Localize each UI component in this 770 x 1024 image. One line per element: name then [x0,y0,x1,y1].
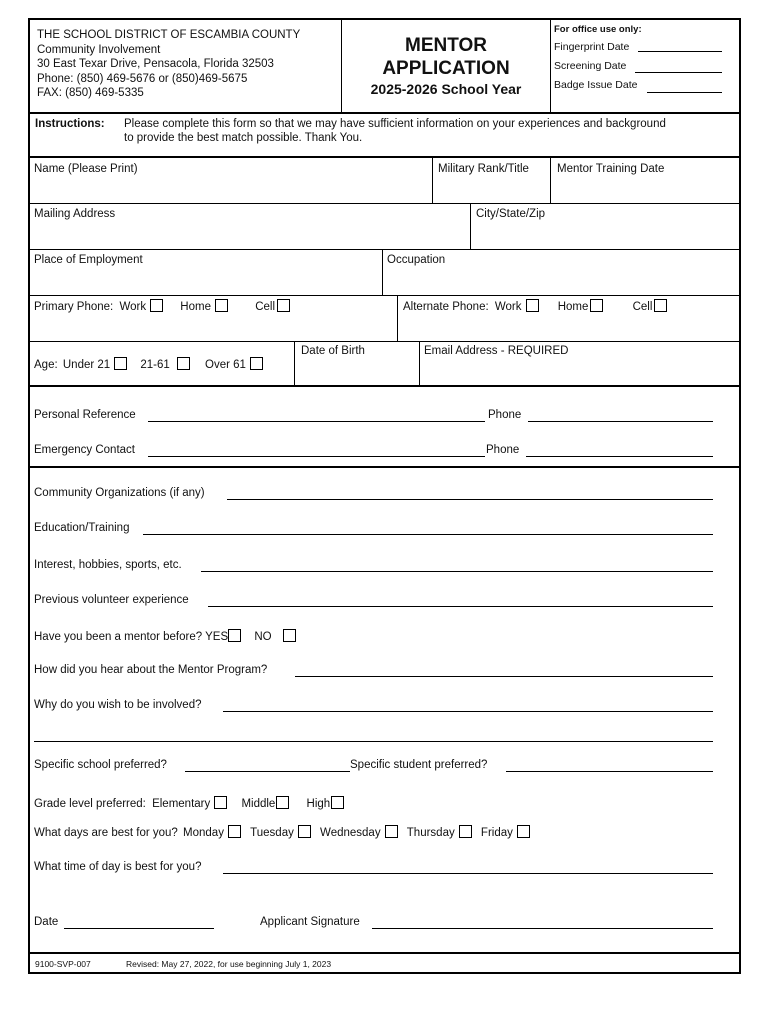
name-label: Name (Please Print) [34,163,138,175]
primary-phone-label: Primary Phone: [34,301,114,313]
day-monday-label: Monday [183,827,224,839]
divider [432,157,433,203]
office-use-block [554,24,642,91]
age-under21-label: Under 21 [62,359,111,371]
age-under21-checkbox[interactable] [114,357,127,370]
school-preferred-line[interactable] [185,771,350,772]
primary-work-label: Work [119,301,147,313]
personal-reference-phone-line[interactable] [528,421,713,422]
divider [382,250,383,295]
day-thursday-label: Thursday [406,827,455,839]
age-label: Age: [34,359,58,371]
instructions-line2: to provide the best match possible. Thank You. [124,132,363,144]
mentor-before-yes-label: YES [205,631,229,643]
fingerprint-date-line[interactable] [638,51,722,52]
military-rank-label: Military Rank/Title [438,163,529,175]
mentor-before-no-label: NO [254,631,272,643]
emergency-contact-phone-line[interactable] [526,456,713,457]
alternate-phone-label: Alternate Phone: [403,301,489,313]
divider [294,342,295,387]
org-name: THE SCHOOL DISTRICT OF ESCAMBIA COUNTY [37,29,301,41]
grade-high-label: High [306,798,331,810]
grade-elementary-checkbox[interactable] [214,796,227,809]
city-state-zip-label: City/State/Zip [476,208,546,220]
alternate-home-label: Home [557,301,589,313]
mentor-before-no-checkbox[interactable] [283,629,296,642]
student-preferred-label: Specific student preferred? [350,759,488,771]
alternate-phone-row [403,299,667,314]
occupation-label: Occupation [387,254,446,266]
title-line1: MENTOR [405,35,487,56]
mailing-address-label: Mailing Address [34,208,116,220]
org-fax: FAX: (850) 469-5335 [37,87,144,99]
primary-home-checkbox[interactable] [215,299,228,312]
age-21-61-label: 21-61 [140,359,170,371]
previous-volunteer-label: Previous volunteer experience [34,594,189,606]
student-preferred-line[interactable] [506,771,713,772]
day-tuesday-checkbox[interactable] [298,825,311,838]
place-of-employment-label: Place of Employment [34,254,143,266]
best-time-label: What time of day is best for you? [34,861,202,873]
age-row [34,357,263,372]
best-days-label: What days are best for you? [34,827,178,839]
grade-high-checkbox[interactable] [331,796,344,809]
day-wednesday-label: Wednesday [320,827,381,839]
instructions-label: Instructions: [35,118,105,130]
fingerprint-date-row [554,41,642,53]
fingerprint-date-label: Fingerprint Date [554,41,630,53]
education-training-line[interactable] [143,534,713,535]
grade-level-label: Grade level preferred: [34,798,146,810]
date-line[interactable] [64,928,214,929]
applicant-signature-line[interactable] [372,928,713,929]
age-21-61-checkbox[interactable] [177,357,190,370]
divider [550,157,551,203]
grade-middle-label: Middle [241,798,276,810]
divider [30,341,739,342]
alternate-cell-checkbox[interactable] [654,299,667,312]
emergency-contact-phone-label: Phone [486,444,520,456]
emergency-contact-line[interactable] [148,456,485,457]
divider [30,295,739,296]
personal-reference-line[interactable] [148,421,485,422]
day-wednesday-checkbox[interactable] [385,825,398,838]
screening-date-line[interactable] [635,72,722,73]
divider [30,156,739,158]
school-year: 2025-2026 School Year [370,81,522,97]
grade-level-row [34,796,344,811]
org-phone: Phone: (850) 469-5676 or (850)469-5675 [37,72,248,85]
divider [30,112,739,114]
why-involved-label: Why do you wish to be involved? [34,699,202,711]
interests-line[interactable] [201,571,713,572]
why-involved-line-2[interactable] [34,741,713,742]
date-label: Date [34,916,59,928]
divider [30,952,739,954]
previous-volunteer-line[interactable] [208,606,713,607]
primary-home-label: Home [180,301,211,313]
mentor-before-row [34,629,296,644]
instructions-line1: Please complete this form so that we may have sufficient information on your experiences and background [124,118,666,130]
email-address-label: Email Address - REQUIRED [424,345,569,357]
divider [470,204,471,249]
mentor-application-form [28,18,741,974]
why-involved-line[interactable] [223,711,713,712]
age-over61-label: Over 61 [205,359,246,371]
divider [30,466,739,468]
alternate-work-label: Work [494,301,522,313]
best-days-row [34,825,530,840]
screening-date-label: Screening Date [554,60,627,72]
alternate-home-checkbox[interactable] [590,299,603,312]
alternate-work-checkbox[interactable] [526,299,539,312]
screening-date-row [554,60,642,72]
emergency-contact-label: Emergency Contact [34,444,135,456]
community-organizations-label: Community Organizations (if any) [34,487,205,499]
grade-elementary-label: Elementary [152,798,211,810]
community-organizations-line[interactable] [227,499,713,500]
grade-middle-checkbox[interactable] [276,796,289,809]
form-code: 9100-SVP-007 [35,959,91,969]
personal-reference-phone-label: Phone [488,409,522,421]
org-address-block [37,28,300,101]
mentor-before-label: Have you been a mentor before? [34,631,203,643]
title-line2: APPLICATION [382,58,510,79]
interests-label: Interest, hobbies, sports, etc. [34,559,182,571]
primary-cell-checkbox[interactable] [277,299,290,312]
badge-issue-date-label: Badge Issue Date [554,79,638,91]
hear-about-label: How did you hear about the Mentor Program? [34,664,268,676]
divider [30,385,739,387]
divider [30,249,739,250]
divider [30,203,739,204]
divider [550,20,551,113]
date-of-birth-label: Date of Birth [301,345,365,357]
form-title [342,34,550,99]
day-friday-checkbox[interactable] [517,825,530,838]
org-department: Community Involvement [37,43,161,56]
applicant-signature-label: Applicant Signature [260,916,360,928]
school-preferred-label: Specific school preferred? [34,759,167,771]
best-time-line[interactable] [223,873,713,874]
office-use-title: For office use only: [554,24,642,35]
hear-about-line[interactable] [295,676,713,677]
mentor-training-date-label: Mentor Training Date [557,163,665,175]
badge-issue-date-line[interactable] [647,92,722,93]
primary-phone-row [34,299,290,314]
education-training-label: Education/Training [34,522,130,534]
day-tuesday-label: Tuesday [250,827,294,839]
mentor-before-yes-checkbox[interactable] [228,629,241,642]
personal-reference-label: Personal Reference [34,409,136,421]
badge-issue-date-row [554,79,642,91]
org-address: 30 East Texar Drive, Pensacola, Florida 32503 [37,58,274,70]
day-thursday-checkbox[interactable] [459,825,472,838]
divider [397,296,398,341]
primary-work-checkbox[interactable] [150,299,163,312]
primary-cell-label: Cell [255,301,275,313]
alternate-cell-label: Cell [632,301,653,313]
day-monday-checkbox[interactable] [228,825,241,838]
revision-note: Revised: May 27, 2022, for use beginning July 1, 2023 [126,959,332,969]
day-friday-label: Friday [480,827,513,839]
age-over61-checkbox[interactable] [250,357,263,370]
divider [419,342,420,387]
